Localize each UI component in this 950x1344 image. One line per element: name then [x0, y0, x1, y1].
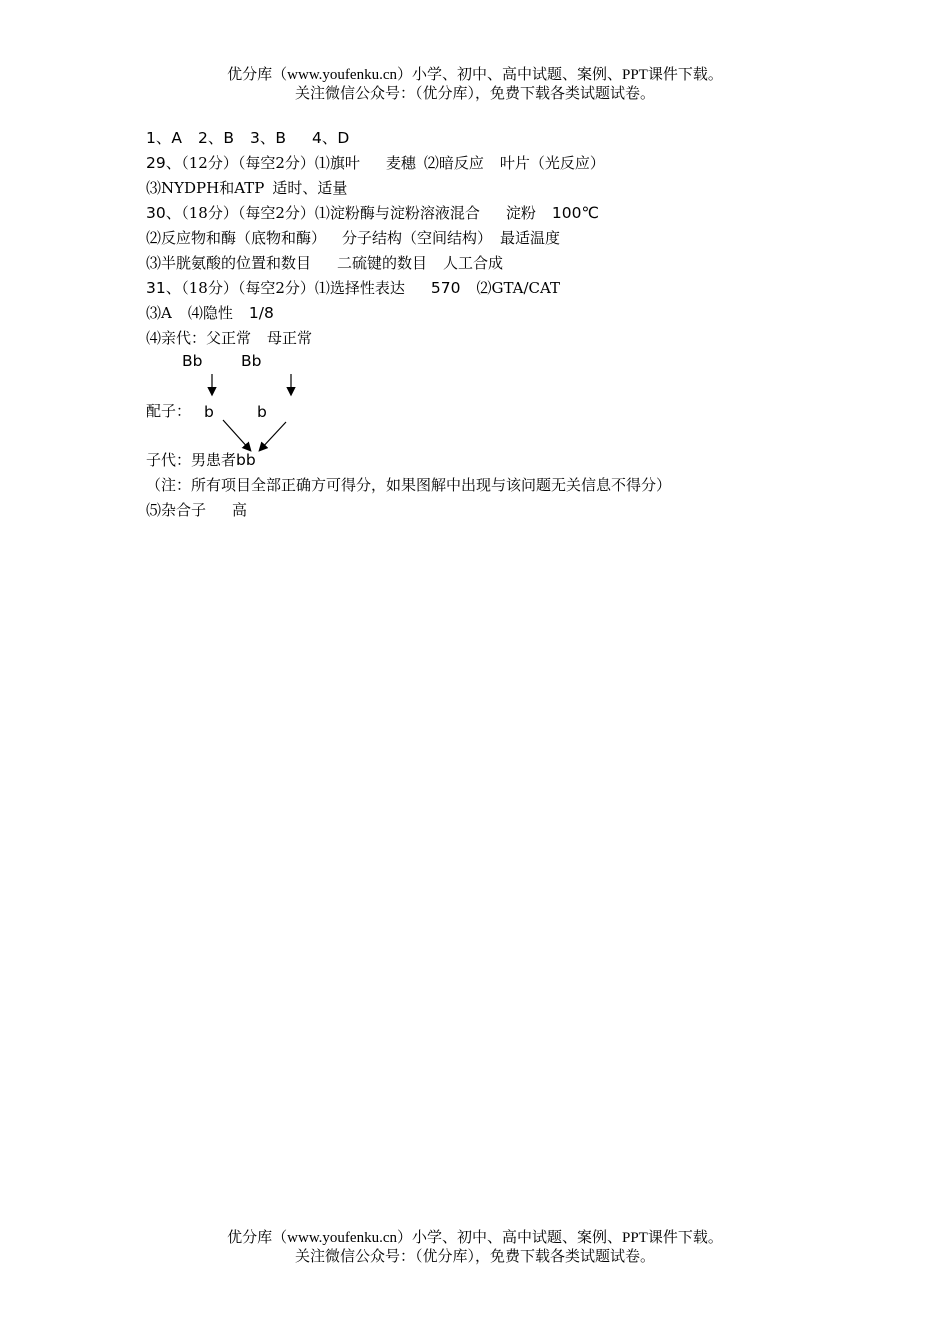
q31-parents-mother: 母正常: [267, 329, 313, 347]
q31-number: 31、: [146, 279, 182, 297]
q31-part-1b: 570: [430, 279, 461, 297]
q31-part-4: ⑷隐性: [187, 304, 233, 322]
footer-line-2: 关注微信公众号：（优分库），免费下载各类试题试卷。: [294, 1249, 655, 1265]
q29-part-3: ⑶NYDPH和ATP: [146, 179, 265, 197]
gamete-1: b: [204, 403, 214, 421]
mc-answer-3: 3、B: [249, 129, 286, 147]
gamete-2: b: [257, 403, 267, 421]
q29-part-3b: 适时、适量: [272, 179, 348, 197]
q29-number: 29、: [146, 154, 182, 172]
q30-part-3: ⑶半胱氨酸的位置和数目: [146, 254, 312, 272]
q30-part-2: ⑵反应物和酶（底物和酶）: [146, 229, 327, 247]
mc-answer-2: 2、B: [197, 129, 234, 147]
q29-part-2b: 叶片（光反应）: [499, 154, 605, 172]
header-line-2: 关注微信公众号：（优分库），免费下载各类试题试卷。: [294, 86, 655, 102]
q31-note: [146, 473, 671, 498]
q30-part-1b: 淀粉: [505, 204, 536, 222]
q29-score: （12分）（每空2分）: [181, 154, 315, 172]
q30-number: 30、: [146, 204, 182, 222]
q31-part-2: ⑵GTA/CAT: [476, 279, 561, 297]
arrow-gamete-left: [223, 420, 250, 450]
q30-part-2b: 分子结构（空间结构）: [342, 229, 493, 247]
q30-part-2c: 最适温度: [500, 229, 561, 247]
q31-part-5: ⑸杂合子: [146, 501, 207, 519]
q30-part-1: ⑴淀粉酶与淀粉溶液混合: [314, 204, 480, 222]
page-footer: [0, 1229, 950, 1267]
q31-part-5b: 高: [232, 501, 248, 519]
q31-part-4b: 1/8: [248, 304, 274, 322]
scoring-note: （注：所有项目全部正确方可得分，如果图解中出现与该问题无关信息不得分）: [146, 476, 672, 494]
q29-part-1b: 麦穗: [385, 154, 416, 172]
gamete-label: 配子：: [146, 402, 192, 420]
offspring-label: 子代：男患者: [146, 451, 237, 469]
q30-part-1c: 100℃: [551, 204, 599, 222]
footer-line-1: 优分库（www.youfenku.cn）小学、初中、高中试题、案例、PPT课件下载。: [227, 1230, 723, 1246]
offspring-genotype: bb: [236, 451, 256, 469]
q31-parents-father: ⑷亲代：父正常: [146, 329, 252, 347]
q31-part-1: ⑴选择性表达: [314, 279, 405, 297]
mother-genotype: Bb: [241, 352, 262, 370]
q30-part-3c: 人工合成: [443, 254, 504, 272]
q31-line-5: [146, 498, 247, 523]
q29-part-2: ⑵暗反应: [423, 154, 484, 172]
q30-score: （18分）（每空2分）: [181, 204, 315, 222]
gamete-row: [146, 399, 191, 424]
q30-part-3b: 二硫键的数目: [337, 254, 428, 272]
q29-part-1: ⑴旗叶: [314, 154, 360, 172]
mc-answer-4: 4、D: [311, 129, 350, 147]
arrow-gamete-right: [260, 422, 286, 450]
page-header: [0, 66, 950, 104]
header-line-1: 优分库（www.youfenku.cn）小学、初中、高中试题、案例、PPT课件下载。: [227, 67, 723, 83]
mc-answer-1: 1、A: [146, 129, 182, 147]
q31-score: （18分）（每空2分）: [181, 279, 315, 297]
offspring-row: [146, 448, 256, 473]
father-genotype: Bb: [182, 352, 203, 370]
q31-part-3: ⑶A: [146, 304, 172, 322]
